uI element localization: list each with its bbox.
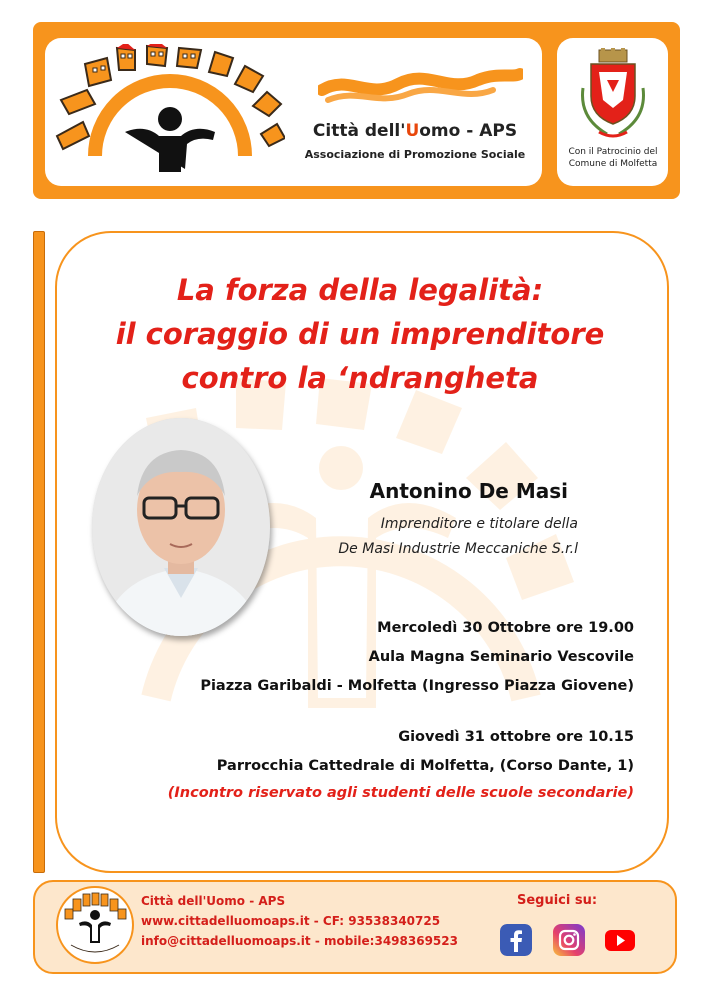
footer-logo — [55, 885, 135, 965]
org-name: Città dell'Uomo - APS — [312, 121, 518, 141]
brush-stroke-decoration — [318, 60, 523, 118]
youtube-icon[interactable] — [604, 924, 636, 956]
session2-date: Giovedì 31 ottobre ore 10.15 — [398, 729, 634, 745]
session2-note: (Incontro riservato agli studenti delle scuole secondarie) — [167, 785, 634, 801]
session1-place: Aula Magna Seminario Vescovile — [368, 649, 634, 665]
citta-dell-uomo-logo — [55, 44, 285, 174]
patronage-line-2: Comune di Molfetta — [568, 159, 658, 169]
title-line-2: il coraggio di un imprenditore — [115, 317, 605, 351]
session1-date: Mercoledì 30 Ottobre ore 19.00 — [377, 620, 634, 636]
facebook-icon[interactable] — [500, 924, 532, 956]
patronage-line-1: Con il Patrocinio del — [568, 147, 658, 157]
speaker-role — [260, 512, 578, 562]
session2-place: Parrocchia Cattedrale di Molfetta, (Corso Dante, 1) — [216, 758, 634, 774]
event-title — [60, 268, 660, 400]
speaker-photo — [92, 418, 270, 636]
footer-org-name: Città dell'Uomo - APS — [141, 894, 286, 908]
left-accent-bar — [33, 231, 45, 873]
org-subtitle: Associazione di Promozione Sociale — [304, 148, 526, 161]
follow-us-label: Seguici su: — [516, 893, 598, 908]
molfetta-coat-of-arms — [577, 48, 649, 140]
patronage-text — [560, 146, 666, 170]
session1-address: Piazza Garibaldi - Molfetta (Ingresso Piazza Giovene) — [200, 678, 634, 694]
footer-website[interactable]: www.cittadelluomoaps.it - CF: 93538340725 — [141, 914, 441, 928]
instagram-icon[interactable] — [553, 924, 585, 956]
title-line-1: La forza della legalità: — [176, 273, 544, 307]
speaker-role-line-2: De Masi Industrie Meccaniche S.r.l — [338, 541, 578, 557]
footer-email[interactable]: info@cittadelluomoaps.it - mobile:3498369523 — [141, 934, 458, 948]
speaker-name: Antonino De Masi — [369, 479, 568, 503]
speaker-role-line-1: Imprenditore e titolare della — [380, 516, 578, 532]
title-line-3: contro la ‘ndrangheta — [181, 361, 539, 395]
